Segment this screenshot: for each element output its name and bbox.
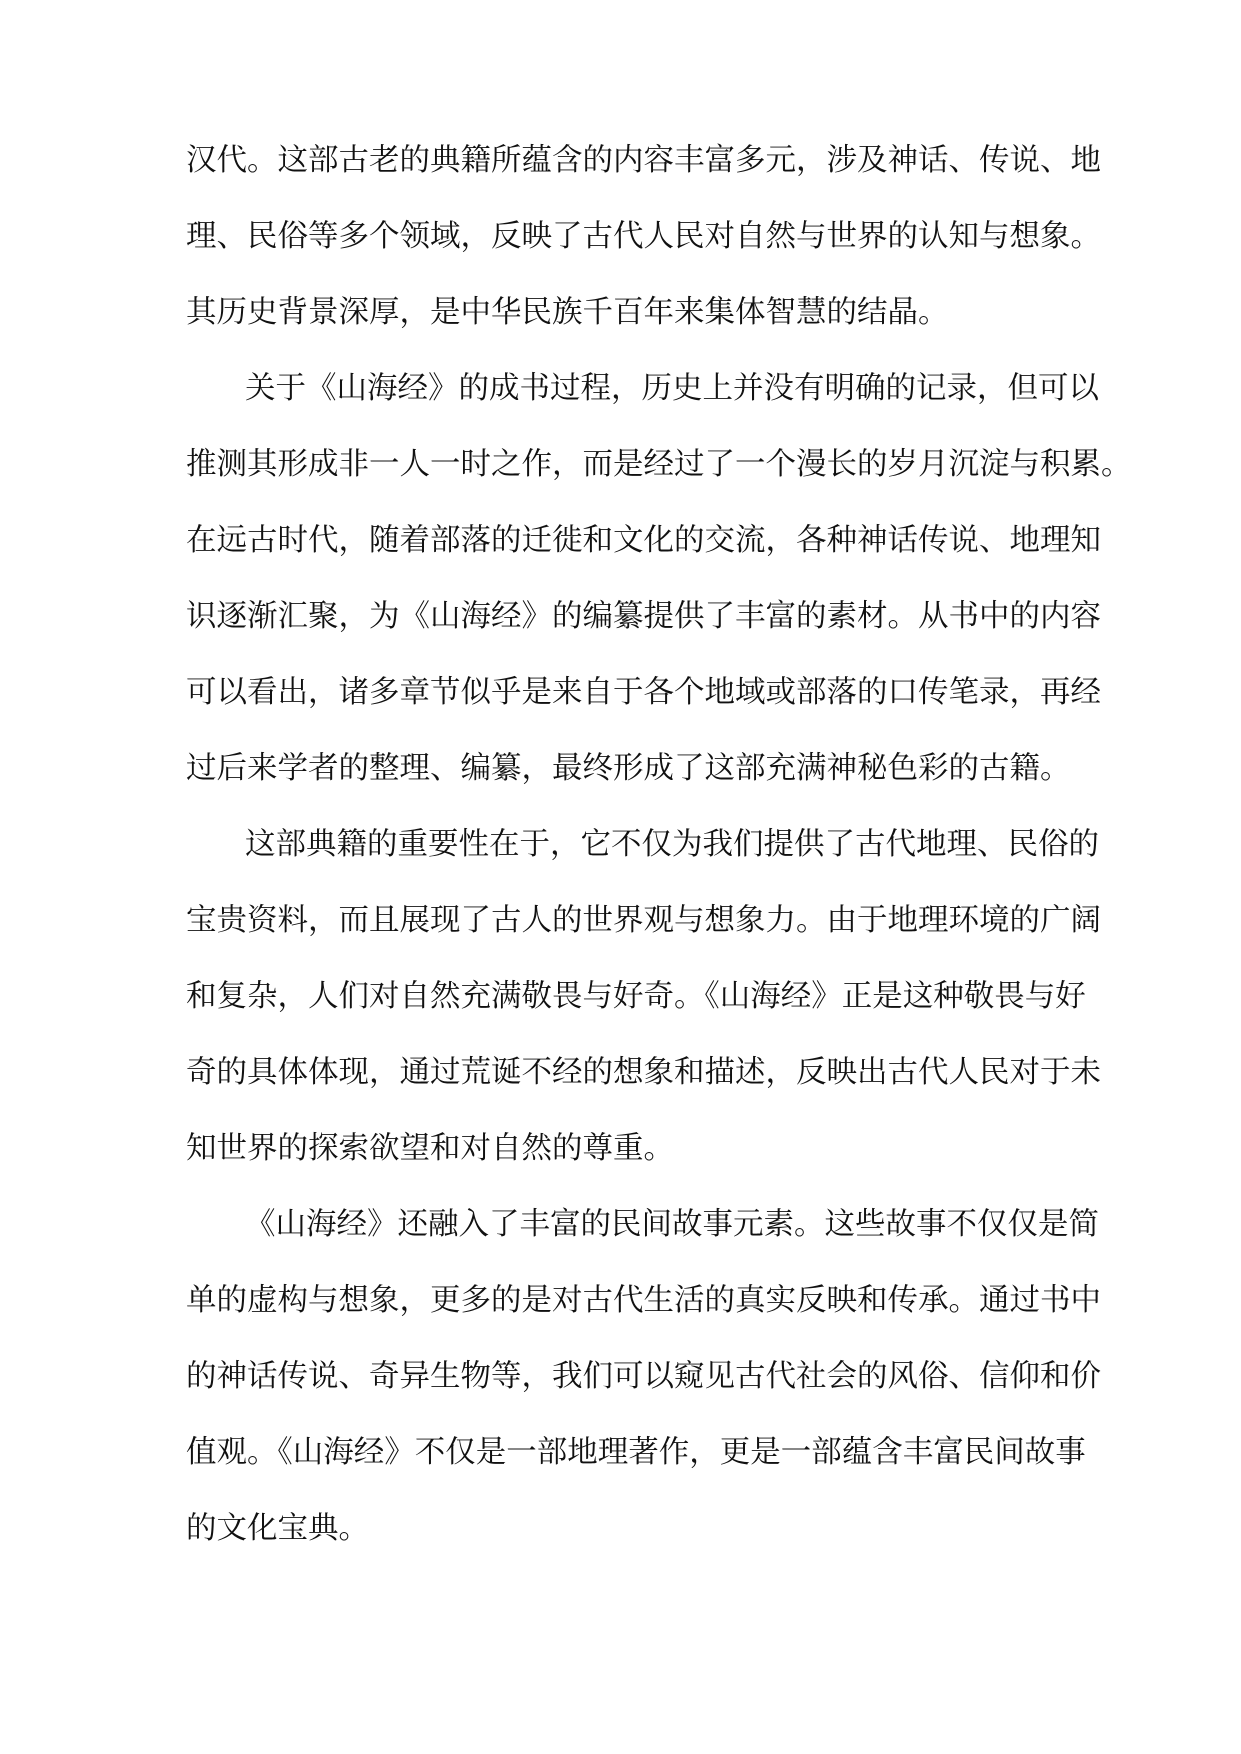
paragraph-2-line-1 bbox=[186, 371, 1099, 450]
document-body bbox=[186, 143, 1132, 1590]
text-line: 关于《山海经》的成书过程，历史上并没有明确的记录，但可以 bbox=[245, 371, 1099, 406]
paragraph-2-line-6 bbox=[186, 751, 1071, 830]
text-line: 推测其形成非一人一时之作，而是经过了一个漫长的岁月沉淀与积累。 bbox=[186, 447, 1132, 482]
paragraph-4-line-5 bbox=[186, 1511, 1066, 1590]
text-line: 可以看出，诸多章节似乎是来自于各个地域或部落的口传笔录，再经 bbox=[186, 675, 1101, 710]
text-line: 值观。《山海经》不仅是一部地理著作，更是一部蕴含丰富民间故事 bbox=[186, 1435, 1086, 1470]
paragraph-4-line-2 bbox=[186, 1283, 1101, 1362]
paragraph-1-line-2 bbox=[186, 219, 1101, 298]
text-line: 奇的具体体现，通过荒诞不经的想象和描述，反映出古代人民对于未 bbox=[186, 1055, 1101, 1090]
text-line: 的神话传说、奇异生物等，我们可以窥见古代社会的风俗、信仰和价 bbox=[186, 1359, 1101, 1394]
text-line: 理、民俗等多个领域，反映了古代人民对自然与世界的认知与想象。 bbox=[186, 219, 1101, 254]
paragraph-3-line-3 bbox=[186, 979, 1086, 1058]
text-line: 单的虚构与想象，更多的是对古代生活的真实反映和传承。通过书中 bbox=[186, 1283, 1101, 1318]
text-line: 过后来学者的整理、编纂，最终形成了这部充满神秘色彩的古籍。 bbox=[186, 751, 1071, 786]
text-line: 汉代。这部古老的典籍所蕴含的内容丰富多元，涉及神话、传说、地 bbox=[186, 143, 1101, 178]
paragraph-3-line-2 bbox=[186, 903, 1101, 982]
paragraph-4-line-3 bbox=[186, 1359, 1101, 1438]
paragraph-1-line-1 bbox=[186, 143, 1101, 222]
text-line: 宝贵资料，而且展现了古人的世界观与想象力。由于地理环境的广阔 bbox=[186, 903, 1101, 938]
paragraph-2-line-5 bbox=[186, 675, 1101, 754]
text-line: 识逐渐汇聚，为《山海经》的编纂提供了丰富的素材。从书中的内容 bbox=[186, 599, 1101, 634]
paragraph-2-line-4 bbox=[186, 599, 1101, 678]
paragraph-2-line-3 bbox=[186, 523, 1101, 602]
paragraph-3-line-1 bbox=[186, 827, 1099, 906]
text-line: 这部典籍的重要性在于，它不仅为我们提供了古代地理、民俗的 bbox=[245, 827, 1099, 862]
text-line: 和复杂，人们对自然充满敬畏与好奇。《山海经》正是这种敬畏与好 bbox=[186, 979, 1086, 1014]
paragraph-4-line-1 bbox=[186, 1207, 1099, 1286]
paragraph-1-line-3 bbox=[186, 295, 1066, 374]
paragraph-4-line-4 bbox=[186, 1435, 1086, 1514]
text-line: 《山海经》还融入了丰富的民间故事元素。这些故事不仅仅是简 bbox=[245, 1207, 1099, 1242]
text-line: 的文化宝典。 bbox=[186, 1511, 369, 1546]
text-line: 在远古时代，随着部落的迁徙和文化的交流，各种神话传说、地理知 bbox=[186, 523, 1101, 558]
paragraph-2-line-2 bbox=[186, 447, 1132, 526]
text-line: 知世界的探索欲望和对自然的尊重。 bbox=[186, 1131, 674, 1166]
paragraph-3-line-5 bbox=[186, 1131, 1066, 1210]
text-line: 其历史背景深厚，是中华民族千百年来集体智慧的结晶。 bbox=[186, 295, 949, 330]
paragraph-3-line-4 bbox=[186, 1055, 1101, 1134]
